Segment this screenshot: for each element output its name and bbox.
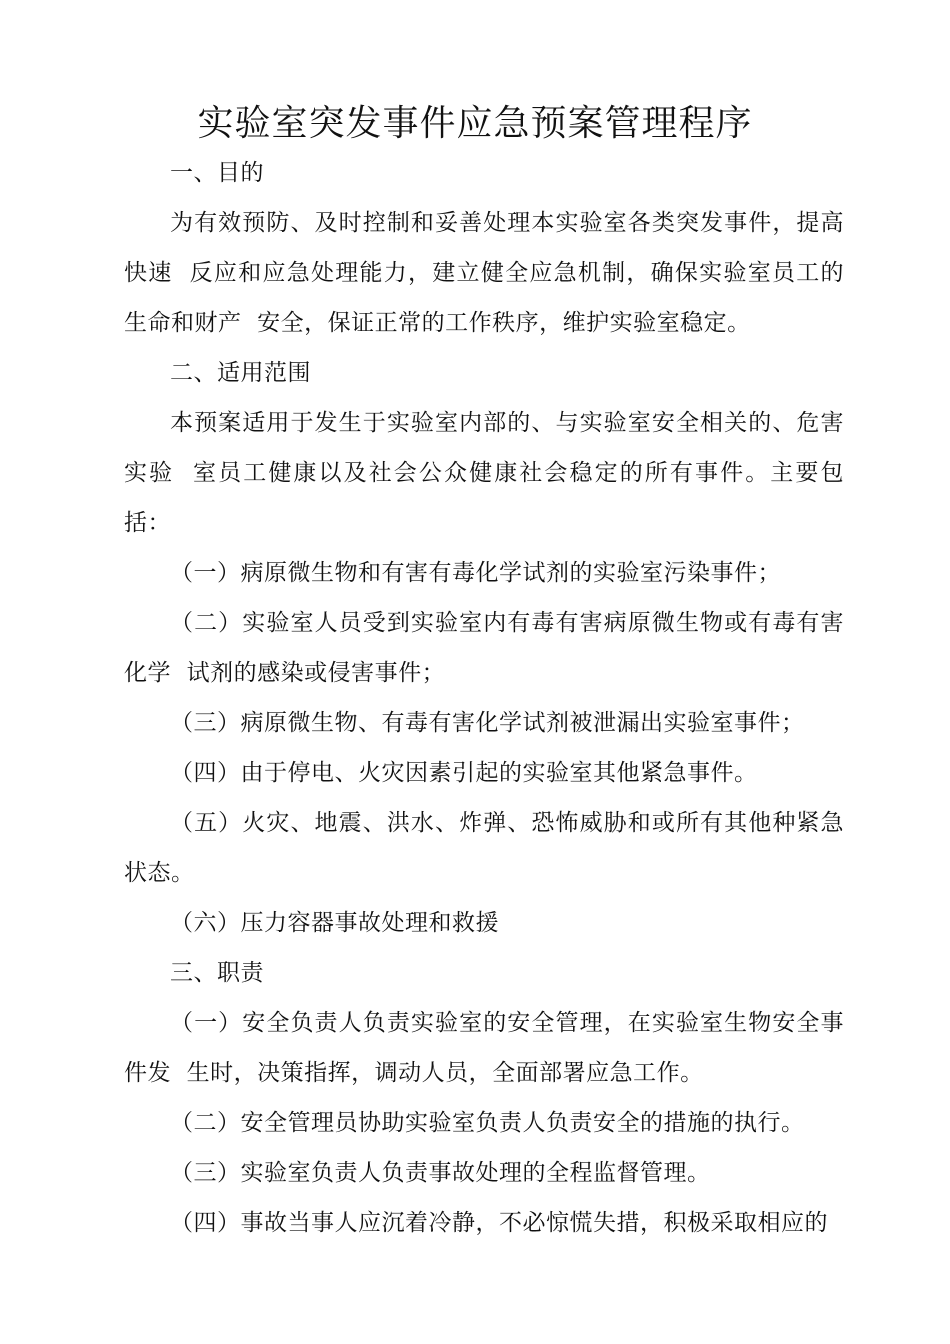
scope-paragraph: 本预案适用于发生于实验室内部的、与实验室安全相关的、危害实验 室员工健康以及社会公众健康社会稳定的所有事件。主要包括： bbox=[124, 410, 844, 536]
duties-item-4: （四）事故当事人应沉着冷静，不必惊慌失措，积极采取相应的 bbox=[170, 1210, 828, 1236]
duties-item-1: （一）安全负责人负责实验室的安全管理，在实验室生物安全事件发 生时，决策指挥，调动人员，全面部署应急工作。 bbox=[124, 1010, 844, 1086]
section-heading-duties: 三、职责 bbox=[170, 960, 264, 986]
document-body bbox=[124, 148, 844, 1248]
duties-item-3: （三）实验室负责人负责事故处理的全程监督管理。 bbox=[170, 1160, 711, 1186]
scope-item-4: （四）由于停电、火灾因素引起的实验室其他紧急事件。 bbox=[170, 760, 758, 786]
section-heading-scope: 二、适用范围 bbox=[170, 360, 311, 386]
scope-item-2: （二）实验室人员受到实验室内有毒有害病原微生物或有毒有害化学 试剂的感染或侵害事件； bbox=[124, 610, 844, 686]
purpose-paragraph: 为有效预防、及时控制和妥善处理本实验室各类突发事件，提高快速 反应和应急处理能力，建立健全应急机制，确保实验室员工的生命和财产 安全，保证正常的工作秩序，维护实验室稳定。 bbox=[124, 210, 844, 336]
scope-item-5: （五）火灾、地震、洪水、炸弹、恐怖威胁和或所有其他种紧急状态。 bbox=[124, 810, 844, 886]
duties-item-2: （二）安全管理员协助实验室负责人负责安全的措施的执行。 bbox=[170, 1110, 805, 1136]
document-title: 实验室突发事件应急预案管理程序 bbox=[197, 103, 753, 144]
scope-item-1: （一）病原微生物和有害有毒化学试剂的实验室污染事件； bbox=[170, 560, 781, 586]
scope-item-3: （三）病原微生物、有毒有害化学试剂被泄漏出实验室事件； bbox=[170, 710, 805, 736]
section-heading-purpose: 一、目的 bbox=[170, 160, 264, 186]
scope-item-6: （六）压力容器事故处理和救援 bbox=[170, 910, 499, 936]
